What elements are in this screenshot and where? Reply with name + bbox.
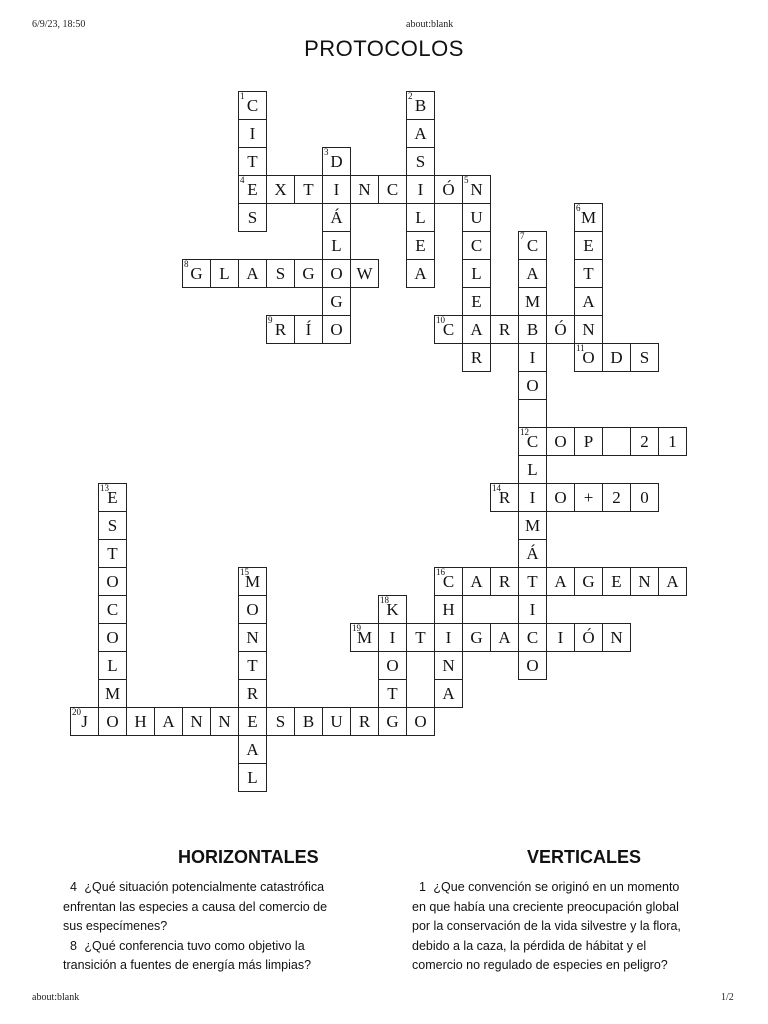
crossword-cell [238,567,267,596]
crossword-cell [490,567,519,596]
crossword-cell [98,707,127,736]
crossword-cell [518,595,547,624]
crossword-cell [322,175,351,204]
cell-clue-number: 4 [240,175,245,185]
cell-letter: G [470,628,483,647]
crossword-cell [518,651,547,680]
crossword-cell [210,707,239,736]
cell-letter: A [246,740,259,759]
crossword-cell [434,315,463,344]
cell-letter: 0 [640,488,649,507]
crossword-cell [518,539,547,568]
cell-letter: R [470,348,483,367]
crossword-cell [574,567,603,596]
crossword-cell [518,231,547,260]
footer-url: about:blank [32,992,80,1003]
verticales-heading: VERTICALES [527,847,642,867]
crossword-cell [378,679,407,708]
cell-letter: N [218,712,231,731]
cell-letter: I [445,628,452,647]
crossword-cell [378,595,407,624]
crossword-cell [574,231,603,260]
crossword-cell [294,707,323,736]
cell-letter: R [274,320,287,339]
cell-letter: E [471,292,482,311]
cell-clue-number: 9 [268,315,273,325]
crossword-cell [350,623,379,652]
crossword-cell [238,91,267,120]
crossword-cell [434,623,463,652]
cell-letter: N [246,628,259,647]
crossword-cell [462,175,491,204]
crossword-cell [490,315,519,344]
cell-clue-number: 10 [436,315,445,325]
cell-letter: E [247,180,258,199]
crossword-cell [294,175,323,204]
cell-letter: M [524,516,541,535]
cell-letter: C [526,236,539,255]
cell-letter: I [333,180,340,199]
cell-letter: M [356,628,373,647]
cell-clue-number: 5 [464,175,469,185]
cell-letter: A [554,572,567,591]
cell-letter: O [106,712,119,731]
cell-letter: I [529,488,536,507]
cell-letter: Á [526,544,539,563]
cell-letter: S [275,712,286,731]
cell-letter: S [275,264,286,283]
crossword-cell [238,175,267,204]
crossword-cell [322,315,351,344]
cell-letter: B [526,320,539,339]
cell-letter: S [107,516,118,535]
cell-letter: O [330,320,343,339]
cell-letter: E [415,236,426,255]
cell-letter: L [331,236,342,255]
cell-letter: I [529,348,536,367]
cell-letter: C [470,236,483,255]
crossword-cell [546,315,575,344]
crossword-cell [406,259,435,288]
clue-number: 4 [69,880,77,894]
crossword-cell [378,623,407,652]
crossword-cell [546,427,575,456]
crossword-cell [574,315,603,344]
cell-letter: E [247,712,258,731]
crossword-cell [658,567,687,596]
crossword-cell [518,315,547,344]
crossword-cell [518,567,547,596]
crossword-cell [574,259,603,288]
crossword-cell [98,567,127,596]
crossword-cell [98,539,127,568]
crossword-cell [238,119,267,148]
crossword-cell [182,707,211,736]
crossword-cell [210,259,239,288]
crossword-cell [98,595,127,624]
crossword-cell [126,707,155,736]
crossword-cell [462,259,491,288]
crossword-cell [602,567,631,596]
cell-letter: 2 [640,432,649,451]
clue-number: 8 [69,938,77,953]
clue-text-line: en que había una creciente preocupación global [412,899,679,914]
crossword-cell [490,483,519,512]
crossword-cell [406,91,435,120]
crossword-cell [98,483,127,512]
cell-letter: T [415,628,426,647]
crossword-cell [602,623,631,652]
crossword-cell [266,259,295,288]
cell-letter: R [498,488,511,507]
cell-letter: M [580,208,597,227]
cell-letter: N [358,180,371,199]
crossword-cell [238,259,267,288]
cell-letter: Í [305,320,312,339]
crossword-cell [238,651,267,680]
cell-letter: I [557,628,564,647]
crossword-cell [154,707,183,736]
cell-letter: U [470,208,483,227]
cell-letter: Ó [442,180,455,199]
cell-letter: L [107,656,118,675]
cell-letter: O [582,348,595,367]
cell-letter: S [247,208,258,227]
crossword-cell [322,231,351,260]
crossword-cell [406,147,435,176]
cell-clue-number: 12 [520,427,529,437]
cell-letter: O [330,264,343,283]
cell-clue-number: 18 [380,595,389,605]
crossword-cell [322,287,351,316]
cell-clue-number: 1 [240,91,245,101]
cell-letter: C [386,180,399,199]
cell-letter: R [498,320,511,339]
crossword-cell [434,679,463,708]
clue-text-line: debido a la caza, la pérdida de hábitat y el [412,938,647,953]
crossword-cell [518,343,547,372]
crossword-cell [630,427,659,456]
crossword-cell [518,483,547,512]
cell-letter: A [470,320,483,339]
crossword-cell [518,399,547,428]
crossword-cell [238,595,267,624]
cell-clue-number: 8 [184,259,189,269]
cell-letter: I [529,600,536,619]
cell-letter: O [554,488,567,507]
header-url: about:blank [406,19,454,30]
cell-letter: O [106,628,119,647]
crossword-cell [406,119,435,148]
cell-letter: A [246,264,259,283]
cell-letter: L [471,264,482,283]
cell-clue-number: 11 [576,343,585,353]
crossword-cell [546,623,575,652]
cell-letter: R [246,684,259,703]
cell-letter: A [582,292,595,311]
cell-letter: L [219,264,230,283]
cell-clue-number: 7 [520,231,525,241]
cell-letter: O [526,656,539,675]
horizontales-clues [63,878,363,976]
crossword-cell [630,343,659,372]
cell-letter: E [107,488,118,507]
clue-text-line: por la conservación de la vida silvestre y la flora, [412,919,681,934]
clue-text: ¿Que convención se originó en un momento [433,880,680,894]
cell-letter: H [134,712,147,731]
cell-letter: C [442,320,455,339]
crossword-cell [406,231,435,260]
crossword-cell [462,315,491,344]
cell-letter: C [526,628,539,647]
crossword-cell [574,203,603,232]
crossword-cell [518,371,547,400]
cell-letter: K [386,600,399,619]
cell-letter: B [414,96,427,115]
cell-clue-number: 15 [240,567,249,577]
crossword-cell [518,259,547,288]
cell-letter: T [247,656,258,675]
crossword-cell [462,343,491,372]
clue-number: 1 [418,880,426,894]
cell-letter: X [274,180,287,199]
crossword-cell [266,315,295,344]
crossword-cell [406,175,435,204]
cell-letter: C [526,432,539,451]
cell-letter: A [666,572,679,591]
cell-clue-number: 3 [324,147,329,157]
cell-letter: G [190,264,203,283]
cell-letter: O [526,376,539,395]
cell-letter: N [582,320,595,339]
clue-text: ¿Qué conferencia tuvo como objetivo la [84,938,305,953]
crossword-cell [602,427,631,456]
crossword-cell [518,455,547,484]
cell-letter: M [524,292,541,311]
cell-letter: J [81,712,88,731]
clue-item [412,878,732,898]
crossword-cell [238,735,267,764]
cell-letter: T [107,544,118,563]
cell-clue-number: 19 [352,623,361,633]
crossword-cell [70,707,99,736]
crossword-cell [238,707,267,736]
crossword-cell [294,259,323,288]
crossword-cell [378,175,407,204]
cell-letter: R [498,572,511,591]
crossword-cell [518,623,547,652]
crossword-cell [350,707,379,736]
crossword-cell [238,679,267,708]
cell-letter: R [358,712,371,731]
crossword-cell [434,595,463,624]
clue-text-line: sus especímenes? [63,919,168,934]
clue-text-line: transición a fuentes de energía más limpias? [63,958,312,973]
crossword-cell [98,679,127,708]
cell-letter: A [414,264,427,283]
cell-letter: S [639,348,650,367]
crossword-cell [434,651,463,680]
cell-letter: A [162,712,175,731]
crossword-cell [322,203,351,232]
cell-letter: S [415,152,426,171]
cell-letter: G [302,264,315,283]
crossword-cell [630,567,659,596]
crossword-cell [266,175,295,204]
cell-letter: I [389,628,396,647]
clue-item [63,878,363,898]
cell-letter: O [414,712,427,731]
crossword-cell [350,259,379,288]
crossword-cell [238,203,267,232]
crossword-cell [406,203,435,232]
clue-text-line: comercio no regulado de especies en peligro? [412,958,668,973]
cell-letter: Á [330,208,343,227]
cell-letter: L [415,208,426,227]
cell-letter: W [356,264,373,283]
cell-letter: N [610,628,623,647]
cell-letter: D [610,348,623,367]
cell-clue-number: 13 [100,483,109,493]
cell-letter: P [583,432,594,451]
crossword-cell [574,483,603,512]
crossword-cell [574,343,603,372]
cell-letter: T [387,684,398,703]
header-datetime: 6/9/23, 18:50 [32,19,86,30]
crossword-cell [378,651,407,680]
crossword-cell [546,483,575,512]
crossword-cell [266,707,295,736]
crossword-cell [462,567,491,596]
crossword-cell [238,147,267,176]
cell-clue-number: 6 [576,203,581,213]
cell-letter: G [582,572,595,591]
cell-clue-number: 14 [492,483,501,493]
cell-letter: D [330,152,343,171]
cell-letter: Ó [554,320,567,339]
crossword-cell [406,623,435,652]
crossword-cell [658,427,687,456]
cell-letter: A [498,628,511,647]
clue-item [63,937,363,957]
cell-letter: T [303,180,314,199]
crossword-cell [434,175,463,204]
cell-letter: N [442,656,455,675]
horizontales-heading: HORIZONTALES [178,847,319,867]
cell-letter: A [470,572,483,591]
cell-letter: A [442,684,455,703]
cell-letter: M [104,684,121,703]
cell-letter: N [638,572,651,591]
cell-letter: O [246,600,259,619]
cell-letter: C [442,572,455,591]
crossword-cell [350,175,379,204]
crossword-cell [182,259,211,288]
cell-letter: O [386,656,399,675]
cell-letter: H [442,600,455,619]
crossword-cell [602,343,631,372]
crossword-cell [462,231,491,260]
crossword-cell [434,567,463,596]
crossword-cell [238,623,267,652]
cell-letter: A [414,124,427,143]
crossword-cell [574,623,603,652]
cell-letter: L [247,768,258,787]
crossword-cell [518,287,547,316]
cell-letter: O [554,432,567,451]
cell-clue-number: 20 [72,707,81,717]
cell-letter: T [527,572,538,591]
cell-letter: G [330,292,343,311]
crossword-cell [574,427,603,456]
crossword-cell [322,147,351,176]
cell-letter: 1 [668,432,677,451]
cell-letter: L [527,460,538,479]
crossword-cell [602,483,631,512]
crossword-cell [98,651,127,680]
cell-letter: U [330,712,343,731]
cell-letter: T [583,264,594,283]
crossword-cell [378,707,407,736]
cell-letter: I [249,124,256,143]
crossword-cell [462,623,491,652]
cell-letter: A [526,264,539,283]
cell-letter: C [246,96,259,115]
cell-letter: + [583,488,594,507]
crossword-cell [322,707,351,736]
cell-clue-number: 16 [436,567,445,577]
clue-text: ¿Qué situación potencialmente catastrófica [84,880,325,894]
crossword-cell [462,203,491,232]
cell-letter: C [106,600,119,619]
crossword-cell [630,483,659,512]
cell-letter: 2 [612,488,621,507]
crossword-cell [406,707,435,736]
cell-clue-number: 2 [408,91,413,101]
cell-letter: G [386,712,399,731]
cell-letter: I [417,180,424,199]
cell-letter: O [106,572,119,591]
crossword-cell [546,567,575,596]
crossword-cell [518,511,547,540]
cell-letter: E [583,236,594,255]
crossword-cell [238,763,267,792]
cell-letter: Ó [582,628,595,647]
page-title: PROTOCOLOS [304,36,464,61]
crossword-cell [518,427,547,456]
cell-letter: E [611,572,622,591]
crossword-cell [98,623,127,652]
crossword-cell [98,511,127,540]
footer-page-number: 1/2 [721,992,734,1003]
crossword-cell [294,315,323,344]
cell-letter: N [470,180,483,199]
crossword-cell [322,259,351,288]
cell-letter: N [190,712,203,731]
crossword-cell [490,623,519,652]
cell-letter: T [247,152,258,171]
cell-letter: M [244,572,261,591]
crossword-cell [462,287,491,316]
crossword-cell [574,287,603,316]
cell-letter: B [302,712,315,731]
clue-text-line: enfrentan las especies a causa del comercio de [63,899,328,914]
verticales-clues [412,878,732,976]
